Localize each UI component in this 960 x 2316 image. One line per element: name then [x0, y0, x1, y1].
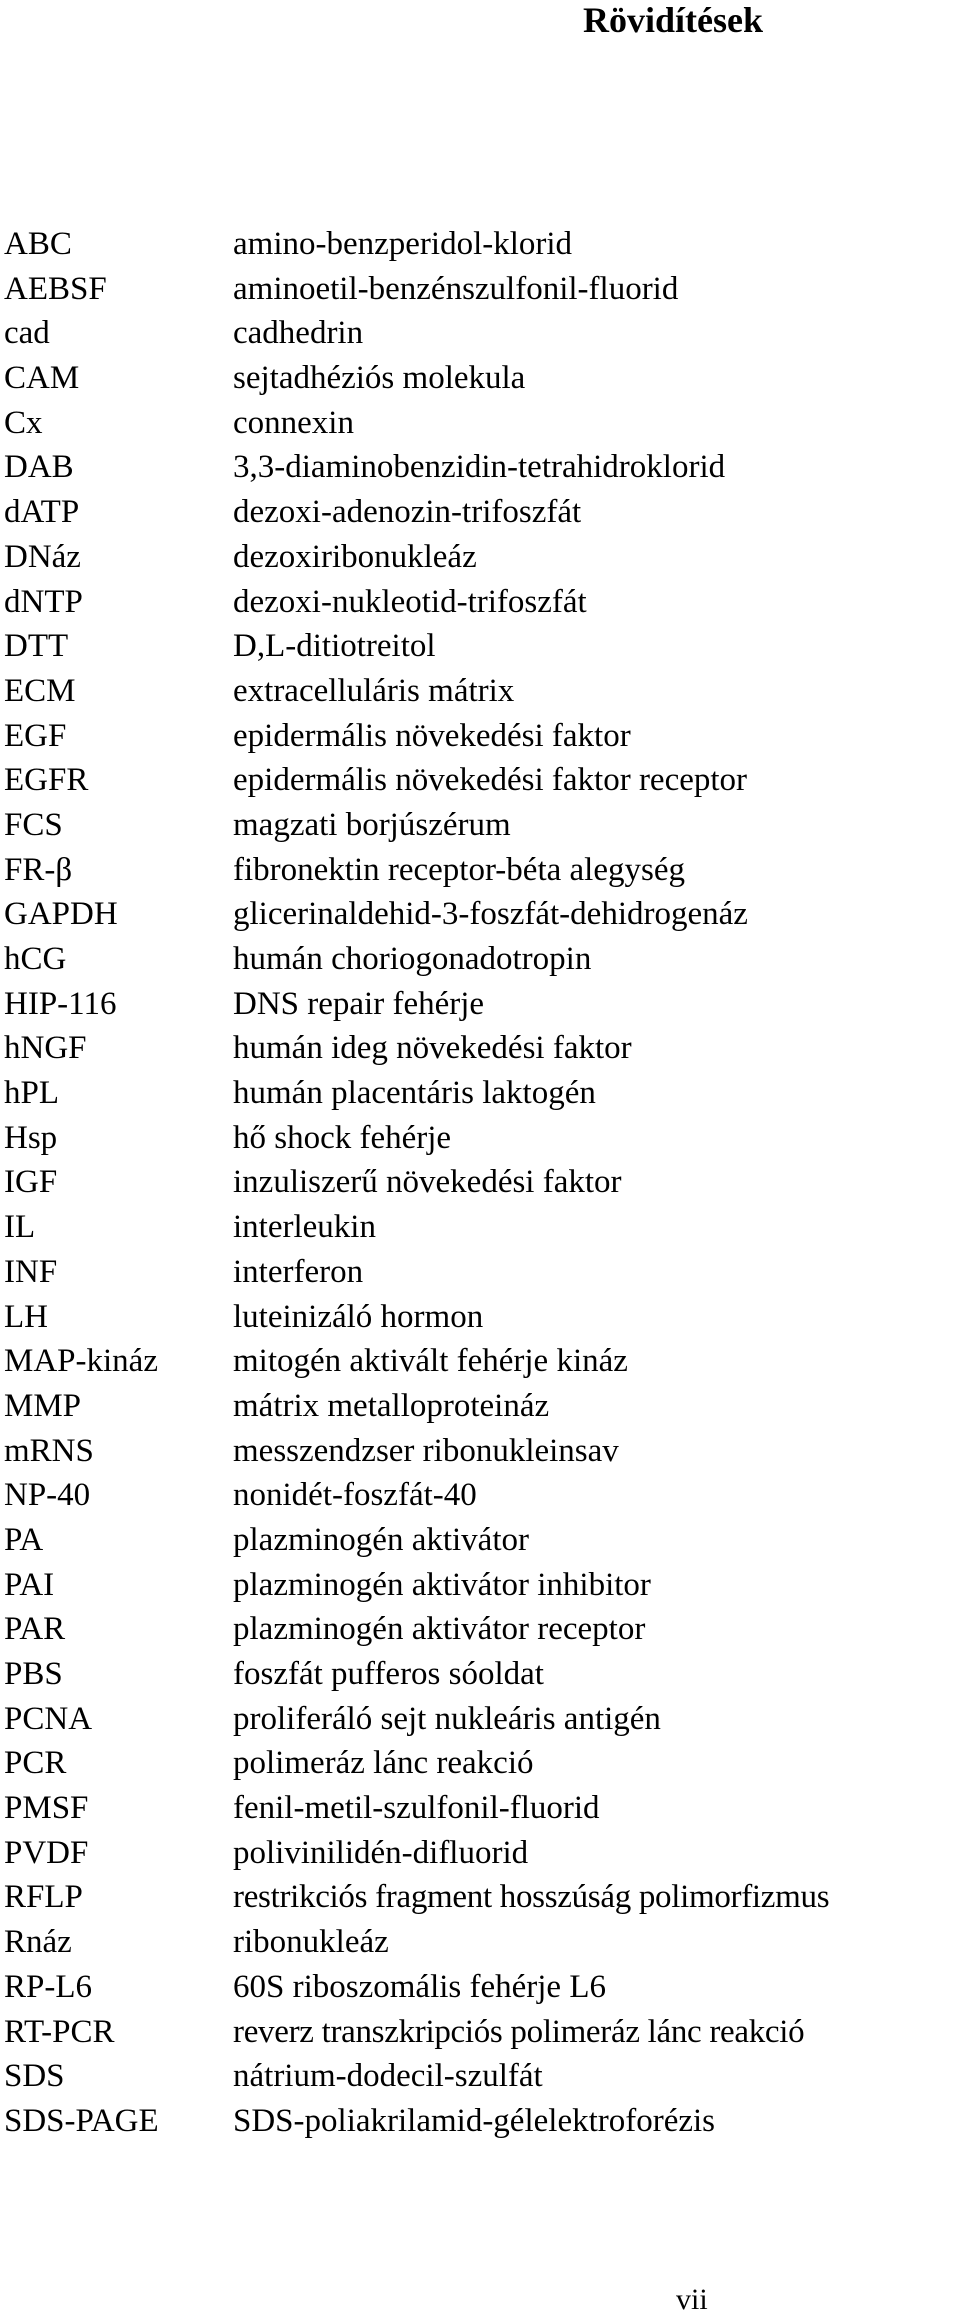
abbreviation-definition: inzuliszerű növekedési faktor: [233, 1164, 622, 1201]
abbreviation-row: [0, 1831, 960, 1876]
abbreviation-row: [0, 535, 960, 580]
abbreviation-term: HIP-116: [4, 985, 117, 1022]
abbreviation-term: DAB: [4, 449, 74, 486]
page-number: vii: [676, 2283, 708, 2316]
abbreviation-term: RT-PCR: [4, 2013, 115, 2050]
abbreviation-row: [0, 1295, 960, 1340]
abbreviation-term: IL: [4, 1209, 36, 1246]
abbreviation-row: [0, 311, 960, 356]
abbreviation-definition: humán placentáris laktogén: [233, 1075, 596, 1112]
abbreviation-row: [0, 714, 960, 759]
abbreviation-row: [0, 222, 960, 267]
abbreviation-definition: polivinilidén-difluorid: [233, 1834, 529, 1871]
abbreviation-term: FR-β: [4, 851, 73, 888]
abbreviation-definition: SDS-poliakrilamid-gélelektroforézis: [233, 2102, 716, 2139]
abbreviation-definition: hő shock fehérje: [233, 1119, 452, 1156]
abbreviation-definition: connexin: [233, 404, 354, 441]
abbreviation-term: SDS: [4, 2058, 65, 2095]
abbreviation-row: [0, 982, 960, 1027]
abbreviation-term: MAP-kináz: [4, 1343, 158, 1380]
abbreviation-row: [0, 1697, 960, 1742]
abbreviation-definition: nonidét-foszfát-40: [233, 1477, 477, 1514]
abbreviation-term: PBS: [4, 1656, 63, 1692]
abbreviation-term: Cx: [4, 404, 43, 441]
abbreviation-definition: humán ideg növekedési faktor: [233, 1030, 632, 1067]
abbreviation-term: SDS-PAGE: [4, 2102, 159, 2139]
abbreviation-term: NP-40: [4, 1477, 91, 1514]
abbreviation-term: CAM: [4, 360, 80, 397]
abbreviation-term: PMSF: [4, 1790, 89, 1827]
abbreviation-definition: D,L-ditiotreitol: [233, 628, 436, 665]
abbreviation-definition: plazminogén aktivátor receptor: [233, 1611, 646, 1648]
abbreviation-term: PAI: [4, 1566, 55, 1603]
abbreviation-row: [0, 1741, 960, 1786]
abbreviation-row: [0, 1473, 960, 1518]
abbreviation-term: hCG: [4, 941, 67, 977]
abbreviation-definition: epidermális növekedési faktor: [233, 717, 631, 754]
abbreviation-definition: cadhedrin: [233, 315, 364, 352]
abbreviation-row: [0, 267, 960, 312]
abbreviation-row: [0, 803, 960, 848]
abbreviation-definition: fenil-metil-szulfonil-fluorid: [233, 1790, 600, 1827]
abbreviation-definition: plazminogén aktivátor inhibitor: [233, 1566, 651, 1603]
abbreviation-row: [0, 758, 960, 803]
abbreviation-term: DNáz: [4, 538, 81, 575]
abbreviation-row: [0, 1607, 960, 1652]
abbreviation-term: EGFR: [4, 762, 89, 799]
abbreviation-term: PCNA: [4, 1700, 93, 1737]
abbreviation-term: GAPDH: [4, 896, 118, 933]
abbreviation-term: RFLP: [4, 1879, 83, 1916]
abbreviation-term: LH: [4, 1298, 48, 1335]
abbreviation-row: [0, 1652, 960, 1697]
abbreviation-row: [0, 2010, 960, 2055]
abbreviation-definition: messzendzser ribonukleinsav: [233, 1432, 619, 1469]
abbreviation-row: [0, 1384, 960, 1429]
abbreviation-row: [0, 1920, 960, 1965]
abbreviation-definition: dezoxi-adenozin-trifoszfát: [233, 494, 582, 531]
abbreviation-term: PCR: [4, 1745, 67, 1782]
abbreviation-row: [0, 401, 960, 446]
abbreviation-definition: humán choriogonadotropin: [233, 941, 592, 977]
abbreviation-term: ABC: [4, 226, 72, 262]
abbreviation-row: [0, 445, 960, 490]
abbreviation-definition: DNS repair fehérje: [233, 985, 485, 1022]
abbreviation-definition: dezoxiribonukleáz: [233, 538, 477, 575]
abbreviation-definition: mátrix metalloproteináz: [233, 1387, 550, 1424]
abbreviation-definition: epidermális növekedési faktor receptor: [233, 762, 748, 799]
abbreviation-definition: extracelluláris mátrix: [233, 672, 515, 709]
abbreviation-definition: aminoetil-benzénszulfonil-fluorid: [233, 270, 679, 307]
abbreviation-row: [0, 1116, 960, 1161]
abbreviation-row: [0, 669, 960, 714]
abbreviation-row: [0, 892, 960, 937]
abbreviation-row: [0, 356, 960, 401]
abbreviation-term: hPL: [4, 1075, 60, 1112]
abbreviation-row: [0, 1786, 960, 1831]
abbreviation-row: [0, 1160, 960, 1205]
abbreviation-term: dATP: [4, 494, 80, 531]
abbreviation-definition: proliferáló sejt nukleáris antigén: [233, 1700, 661, 1737]
abbreviation-definition: 60S riboszomális fehérje L6: [233, 1968, 606, 2005]
abbreviation-row: [0, 1563, 960, 1608]
abbreviation-term: DTT: [4, 628, 69, 665]
abbreviation-definition: reverz transzkripciós polimeráz lánc reakció: [233, 2013, 805, 2050]
abbreviation-definition: plazminogén aktivátor: [233, 1521, 529, 1558]
abbreviation-definition: dezoxi-nukleotid-trifoszfát: [233, 583, 587, 620]
abbreviation-definition: foszfát pufferos sóoldat: [233, 1656, 544, 1692]
abbreviation-definition: ribonukleáz: [233, 1924, 389, 1961]
abbreviation-row: [0, 1429, 960, 1474]
page-title: Rövidítések: [583, 0, 763, 40]
abbreviation-term: FCS: [4, 806, 63, 843]
abbreviation-row: [0, 1875, 960, 1920]
abbreviation-definition: luteinizáló hormon: [233, 1298, 484, 1335]
abbreviation-row: [0, 1518, 960, 1563]
abbreviation-term: cad: [4, 315, 50, 352]
abbreviation-row: [0, 2099, 960, 2144]
abbreviation-row: [0, 624, 960, 669]
abbreviation-term: dNTP: [4, 583, 83, 620]
abbreviation-definition: sejtadhéziós molekula: [233, 360, 526, 397]
abbreviation-term: MMP: [4, 1387, 82, 1424]
abbreviation-row: [0, 1071, 960, 1116]
abbreviation-row: [0, 1339, 960, 1384]
abbreviation-term: EGF: [4, 717, 67, 754]
abbreviation-definition: interleukin: [233, 1209, 376, 1246]
abbreviation-definition: restrikciós fragment hosszúság polimorfizmus: [233, 1879, 830, 1916]
abbreviation-row: [0, 1250, 960, 1295]
abbreviation-term: hNGF: [4, 1030, 87, 1067]
abbreviation-list: [0, 222, 960, 2144]
abbreviation-row: [0, 1205, 960, 1250]
abbreviation-term: INF: [4, 1253, 58, 1290]
abbreviation-definition: polimeráz lánc reakció: [233, 1745, 534, 1782]
abbreviation-definition: glicerinaldehid-3-foszfát-dehidrogenáz: [233, 896, 748, 933]
abbreviation-definition: nátrium-dodecil-szulfát: [233, 2058, 543, 2095]
abbreviation-definition: interferon: [233, 1253, 364, 1290]
abbreviation-definition: magzati borjúszérum: [233, 806, 511, 843]
abbreviation-row: [0, 1026, 960, 1071]
abbreviation-term: IGF: [4, 1164, 58, 1201]
abbreviation-definition: amino-benzperidol-klorid: [233, 226, 573, 262]
abbreviation-row: [0, 490, 960, 535]
abbreviation-term: ECM: [4, 672, 76, 709]
abbreviation-term: PAR: [4, 1611, 66, 1648]
abbreviation-row: [0, 937, 960, 982]
abbreviation-row: [0, 580, 960, 625]
abbreviation-term: mRNS: [4, 1432, 94, 1469]
abbreviation-term: AEBSF: [4, 270, 107, 307]
abbreviation-definition: 3,3-diaminobenzidin-tetrahidroklorid: [233, 449, 726, 486]
abbreviation-term: Rnáz: [4, 1924, 72, 1961]
abbreviation-row: [0, 2054, 960, 2099]
abbreviation-term: Hsp: [4, 1119, 58, 1156]
abbreviation-definition: mitogén aktivált fehérje kináz: [233, 1343, 628, 1380]
abbreviation-term: RP-L6: [4, 1968, 93, 2005]
abbreviation-term: PA: [4, 1521, 44, 1558]
abbreviation-definition: fibronektin receptor-béta alegység: [233, 851, 685, 888]
abbreviation-row: [0, 1965, 960, 2010]
abbreviation-term: PVDF: [4, 1834, 89, 1871]
abbreviation-row: [0, 848, 960, 893]
